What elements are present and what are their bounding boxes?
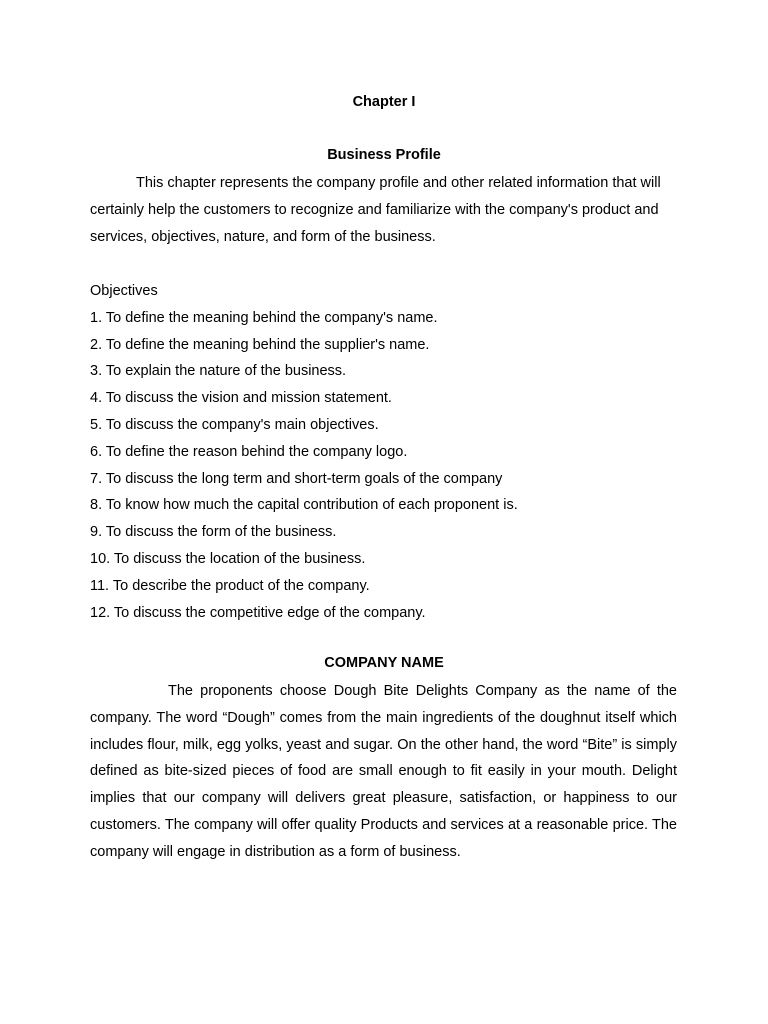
- objective-item: 4. To discuss the vision and mission statement.: [90, 390, 392, 407]
- objective-item: 6. To define the reason behind the company logo.: [90, 443, 408, 460]
- objective-item: 12. To discuss the competitive edge of the company.: [90, 604, 426, 621]
- objectives-heading: Objectives: [90, 283, 158, 299]
- objective-item: 3. To explain the nature of the business.: [90, 363, 347, 380]
- chapter-title: Chapter I: [352, 94, 416, 110]
- objectives-section: [90, 278, 690, 626]
- objective-item: 9. To discuss the form of the business.: [90, 524, 337, 541]
- objective-item: 7. To discuss the long term and short-term goals of the company: [90, 470, 503, 487]
- intro-paragraph: This chapter represents the company profile and other related information that will certainly help the customers to recognize and familiarize with the company's product and services, objectives, nature, and form of the business.: [90, 175, 661, 245]
- objective-item: 8. To know how much the capital contribution of each proponent is.: [90, 497, 518, 514]
- section-title: Business Profile: [327, 147, 441, 163]
- objective-item: 2. To define the meaning behind the supplier's name.: [90, 336, 430, 353]
- objective-item: 11. To describe the product of the company.: [90, 577, 370, 594]
- company-name-paragraph: The proponents choose Dough Bite Delights Company as the name of the company. The word “Dough” comes from the main ingredients of the doughnut itself which includes flour, milk, egg yolks, yeast and sugar. On the other hand, the word “Bite” is simply defined as bite-sized pieces of food are small enough to fit easily in your mouth. Delight implies that our company will delivers great pleasure, satisfaction, or happiness to our customers. The company will offer quality Products and services at a reasonable price. The company will engage in distribution as a form of business.: [90, 683, 677, 860]
- objective-item: 5. To discuss the company's main objectives.: [90, 416, 379, 433]
- company-name-heading: COMPANY NAME: [324, 655, 444, 671]
- objective-item: 1. To define the meaning behind the company's name.: [90, 309, 438, 326]
- objective-item: 10. To discuss the location of the business.: [90, 550, 366, 567]
